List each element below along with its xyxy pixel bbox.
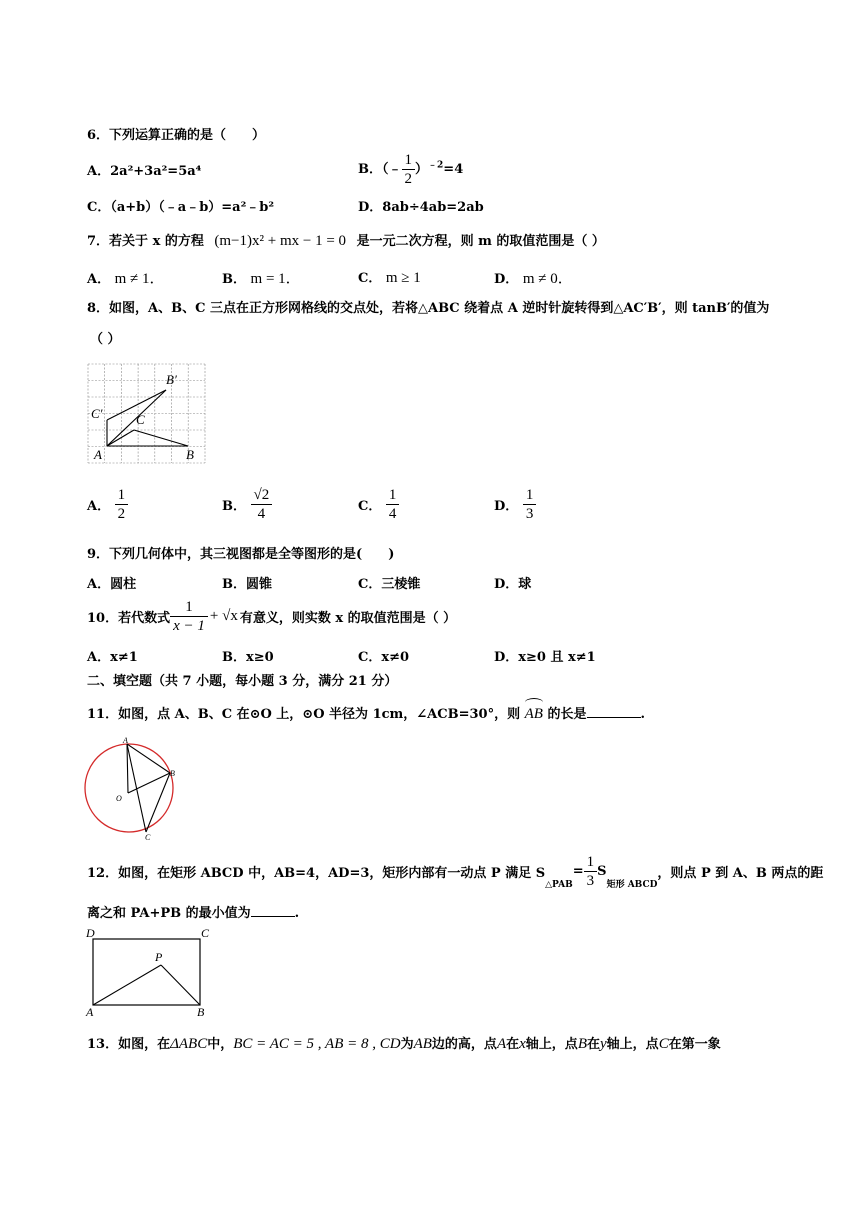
q7-d-label: D． [494, 272, 519, 287]
q11-segment-ao [127, 744, 128, 793]
q12-label-b: B [197, 1005, 205, 1019]
q9-stem: 9．下列几何体中，其三视图都是全等图形的是( ) [87, 547, 395, 562]
q8-label-b: B [186, 447, 194, 462]
q12-eq: = [572, 864, 584, 879]
q12-segment-pb [161, 965, 200, 1005]
q10-a-label: A． [87, 650, 111, 665]
q11-stem-post: 的长是 [547, 707, 587, 722]
q7-d-text: m ≠ 0． [522, 271, 573, 287]
q9-option-c [358, 573, 420, 592]
q7-option-c [358, 267, 421, 287]
q9-c-label: C． [358, 577, 382, 592]
q12-label-d: D [86, 926, 95, 940]
q13-p1: 13．如图，在 [87, 1037, 171, 1052]
q8-d-label: D． [494, 499, 519, 514]
q9-option-d [494, 573, 531, 592]
q11-label-a: A [123, 736, 128, 745]
q8-a-label: A． [87, 499, 111, 514]
q8-segment-ac [107, 430, 134, 446]
q12-frac-num: 1 [584, 853, 598, 872]
q7-b-label: B． [222, 272, 246, 287]
q13-p3: 为 [400, 1037, 414, 1052]
q8-c-label: C． [358, 499, 382, 514]
q6-b-sup: ﹣2 [428, 160, 444, 171]
q10-option-a [87, 646, 138, 665]
q7-option-d [494, 267, 573, 288]
q11-segment-bc [146, 773, 170, 832]
q8-c-num: 1 [386, 486, 400, 505]
q9-b-text: 圆锥 [246, 577, 273, 592]
q8-a-num: 1 [115, 486, 129, 505]
q12-answer-blank[interactable] [251, 916, 295, 917]
q9-b-label: B． [222, 577, 246, 592]
q13-p6: 轴上，点 [525, 1037, 578, 1052]
q10-option-c [358, 646, 409, 665]
q8-label-cprime: C′ [91, 406, 103, 421]
q8-option-b [222, 486, 272, 523]
q13-m2: BC = AC = 5 , AB = 8 , CD [233, 1036, 401, 1052]
q10-stem-pre: 10．若代数式 [87, 611, 171, 626]
q6-option-a [87, 160, 201, 179]
q8-label-bprime: B′ [166, 372, 177, 387]
q12-label-a: A [86, 1005, 94, 1019]
q6-b-pre: （﹣ [382, 162, 402, 177]
q13-m3: AB [413, 1036, 432, 1052]
q13-m7: y [600, 1036, 607, 1052]
q8-a-den: 2 [117, 506, 126, 522]
q8-b-den: 4 [257, 506, 266, 522]
q10-stem-post: 有意义，则实数 x 的取值范围是（ ） [239, 611, 457, 626]
q12-fraction [584, 853, 598, 890]
q8-segment-cb [134, 430, 188, 446]
q6-option-c [87, 196, 274, 215]
q6-b-den: 2 [404, 171, 413, 187]
q6-d-text: 8ab÷4ab=2ab [382, 200, 484, 215]
q6-c-label: C． [87, 200, 111, 215]
q13-m5: x [519, 1036, 526, 1052]
q11-label-b: B [170, 769, 175, 778]
q6-option-b [358, 151, 463, 188]
q10-option-d [494, 646, 596, 665]
q7-stem-pre: 7．若关于 x 的方程 [87, 234, 204, 249]
q7-stem [87, 230, 605, 250]
q12-label-c: C [201, 926, 210, 940]
q8-stem-line2: （ ） [90, 332, 121, 347]
q9-d-label: D． [494, 577, 519, 592]
q11-arc-mark [525, 698, 543, 707]
q10-option-b [222, 646, 274, 665]
q10-d-text: x≥0 且 x≠1 [518, 650, 596, 665]
q13-m1: ΔABC [170, 1036, 208, 1052]
q11-circle [85, 744, 173, 832]
q8-grid-figure [88, 364, 208, 464]
q13-m4: A [496, 1036, 507, 1052]
q8-label-a: A [94, 447, 102, 462]
q13-p4: 边的高，点 [431, 1037, 497, 1052]
q11-circle-figure [84, 738, 184, 843]
q8-b-fraction [251, 486, 273, 523]
q9-option-b [222, 573, 272, 592]
q11-label-o: O [116, 794, 122, 803]
q8-d-fraction [523, 486, 537, 523]
q13-p8: 轴上，点 [606, 1037, 659, 1052]
q8-d-den: 3 [525, 506, 534, 522]
q6-b-num: 1 [402, 151, 416, 170]
q6-b-post: ） [415, 162, 429, 177]
q10-fraction [170, 598, 208, 635]
q9-c-text: 三棱锥 [381, 577, 421, 592]
q10-c-label: C． [358, 650, 382, 665]
q8-option-a [87, 486, 128, 523]
q9-option-a [87, 573, 136, 592]
q7-equation: (m−1)x² + mx − 1 = 0 [214, 233, 347, 249]
q10-frac-den: x − 1 [173, 618, 205, 634]
q7-option-a [87, 267, 165, 288]
q13-p9: 在第一象 [668, 1037, 721, 1052]
q10-b-text: x≥0 [246, 650, 274, 665]
q6-d-label: D． [358, 200, 383, 215]
q7-a-text: m ≠ 1． [114, 271, 165, 287]
q7-option-b [222, 267, 301, 288]
q8-b-num: √2 [251, 486, 273, 505]
q12-rectangle-figure [84, 926, 214, 1021]
q7-c-text: m ≥ 1 [385, 270, 421, 286]
q13-p7: 在 [586, 1037, 600, 1052]
q7-c-label: C． [358, 271, 382, 286]
q7-a-label: A． [87, 272, 111, 287]
q10-d-label: D． [494, 650, 519, 665]
q6-b-fraction [402, 151, 416, 188]
q13-p5: 在 [506, 1037, 520, 1052]
q6-stem: 6．下列运算正确的是（ ） [87, 128, 266, 143]
q12-line2-pre: 离之和 PA+PB 的最小值为 [87, 906, 251, 921]
q6-a-text: 2a²+3a²=5a⁴ [110, 164, 202, 179]
q8-b-label: B． [222, 499, 246, 514]
q10-plus-sqrt: + √x [209, 608, 238, 624]
q12-sub1: △PAB [545, 880, 573, 890]
q12-frac-den: 3 [586, 873, 595, 889]
section-2-heading: 二、填空题（共 7 小题，每小题 3 分，满分 21 分） [87, 674, 398, 689]
q6-c-text: （a+b）（﹣a﹣b）=a²﹣b² [110, 200, 275, 215]
q7-stem-post: 是一元二次方程，则 m 的取值范围是（ ） [356, 234, 605, 249]
q12-segment-ap [93, 965, 161, 1005]
q8-option-d [494, 486, 536, 523]
q9-a-label: A． [87, 577, 111, 592]
q11-stem [87, 703, 645, 723]
q10-frac-num: 1 [170, 598, 208, 617]
q12-stem-post: ，则点 P 到 A、B 两点的距 [657, 866, 824, 881]
q11-label-c: C [145, 833, 151, 842]
q11-segment-ac [127, 744, 146, 832]
q12-sub2: 矩形 ABCD [606, 880, 658, 890]
q12-stem-line2 [87, 902, 299, 921]
q11-end: . [640, 707, 646, 722]
q10-c-text: x≠0 [381, 650, 410, 665]
q6-option-d [358, 196, 484, 215]
q11-answer-blank[interactable] [587, 717, 641, 718]
q12-label-p: P [155, 950, 163, 964]
q8-option-c [358, 486, 399, 523]
q8-c-fraction [386, 486, 400, 523]
q7-b-text: m = 1． [250, 271, 301, 287]
q8-a-fraction [115, 486, 129, 523]
q12-stem-line1 [87, 853, 823, 890]
q10-stem [87, 598, 456, 635]
q11-arc [525, 704, 543, 723]
q12-stem-pre: 12．如图，在矩形 ABCD 中，AB=4，AD=3，矩形内部有一动点 P 满足 S [87, 866, 546, 881]
q6-b-end: =4 [443, 162, 464, 177]
q12-s2: S [597, 864, 607, 879]
q10-b-label: B． [222, 650, 246, 665]
q13-p2: 中， [207, 1037, 234, 1052]
q8-label-c: C [136, 412, 145, 427]
q12-line2-end: . [294, 906, 300, 921]
q10-a-text: x≠1 [110, 650, 138, 665]
q13-stem [87, 1033, 721, 1053]
q8-d-num: 1 [523, 486, 537, 505]
q11-arc-text: AB [524, 706, 543, 722]
q11-stem-pre: 11．如图，点 A、B、C 在⊙O 上，⊙O 半径为 1cm，∠ACB=30°，则 [87, 707, 521, 722]
q13-m8: C [658, 1036, 669, 1052]
q6-b-label: B． [358, 162, 382, 177]
q13-m6: B [577, 1036, 587, 1052]
q8-c-den: 4 [388, 506, 397, 522]
q9-d-text: 球 [518, 577, 532, 592]
q9-a-text: 圆柱 [110, 577, 137, 592]
q8-stem-line1: 8．如图，A、B、C 三点在正方形网格线的交点处，若将△ABC 绕着点 A 逆时针旋转得到△AC′B′，则 tanB′的值为 [87, 301, 770, 316]
q6-a-label: A． [87, 164, 111, 179]
